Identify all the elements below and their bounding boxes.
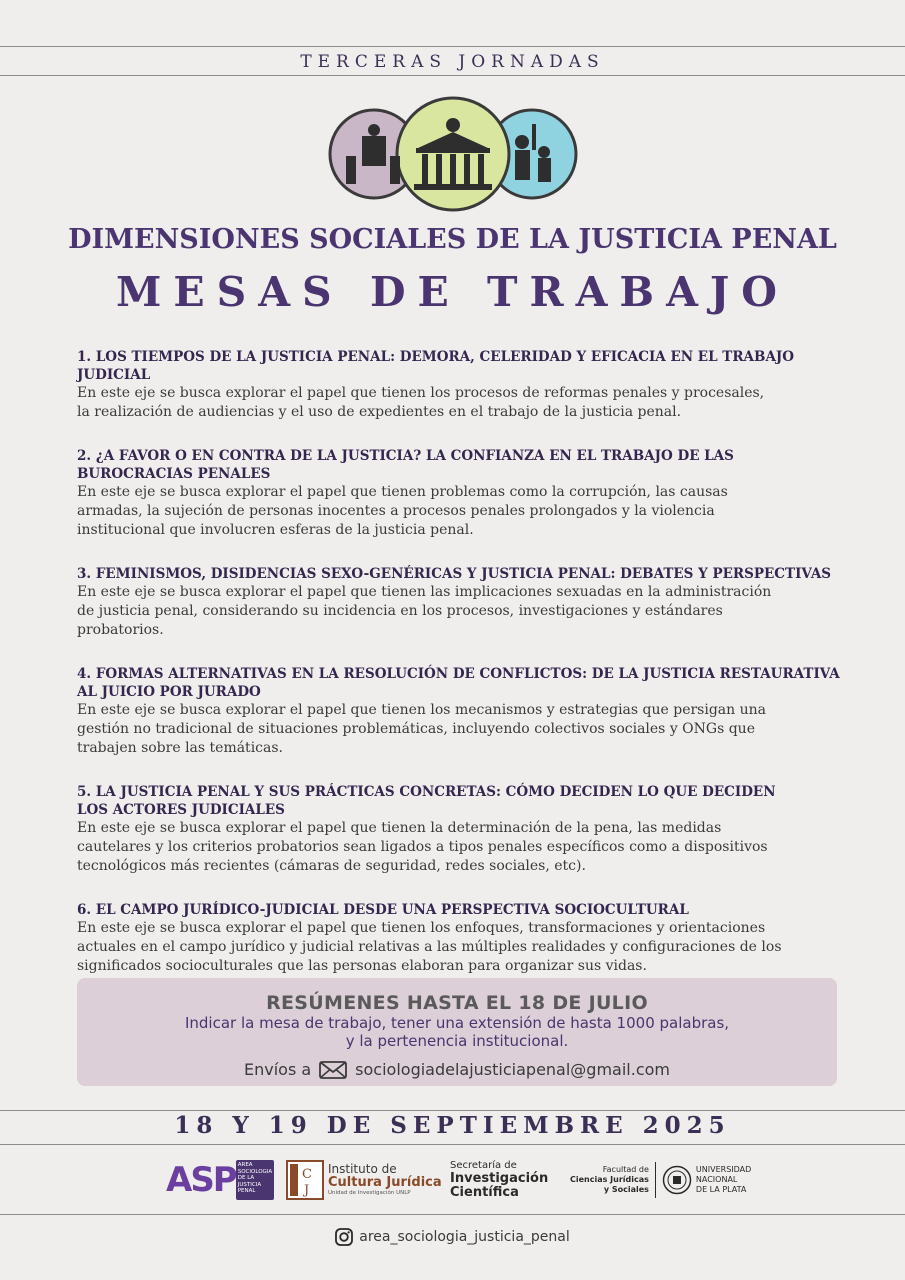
asp-mark: ASP [166,1160,236,1200]
icj-name-2: Cultura Jurídica [328,1175,442,1190]
axis-description: En este eje se busca explorar el papel que tienen los mecanismos y estrategias que persigan una gestión no tradicional de situaciones problemáticas, incluyendo colectivos sociales y ONGs que trabajen sobre las temáticas. [77,702,767,756]
sic-logo [450,1156,548,1204]
fcjs-unlp-logo [570,1156,751,1204]
top-rule-2 [0,75,905,76]
axis-title: 3. FEMINISMOS, DISIDENCIAS SEXO-GENÉRICAS Y JUSTICIA PENAL: DEBATES Y PERSPECTIVAS [77,566,832,582]
asp-text: AREA SOCIOLOGIA DE LA JUSTICIA PENAL [236,1160,274,1200]
working-tables-list [77,348,852,976]
fcjs-line-1: Facultad de [602,1165,649,1174]
sic-line-1: Secretaría de [450,1160,517,1171]
axis-item-4 [77,665,852,758]
axis-description: En este eje se busca explorar el papel que tienen los procesos de reformas penales y procesales, la realización de audiencias y el uso de expedientes en el trabajo de la justicia penal. [77,385,765,420]
axis-title: 2. ¿A FAVOR O EN CONTRA DE LA JUSTICIA? LA CONFIANZA EN EL TRABAJO DE LAS BUROCRACIAS PENALES [77,448,734,482]
unlp-line-1: UNIVERSIDAD [695,1165,752,1174]
submission-contact [77,1060,837,1079]
submission-info-box [77,978,837,1086]
contact-email-link[interactable]: sociologiadelajusticiapenal@gmail.com [355,1060,670,1079]
instagram-handle-link[interactable]: area_sociologia_justicia_penal [359,1229,570,1245]
logo-divider [655,1162,656,1198]
unlp-line-3: DE LA PLATA [695,1185,747,1194]
section-title: MESAS DE TRABAJO [116,268,789,316]
icj-logo [286,1156,442,1204]
fcjs-line-3: y Sociales [603,1185,649,1194]
submission-requirements-2: y la pertenencia institucional. [345,1032,569,1050]
sponsor-logos [160,1156,760,1204]
sic-line-3: Científica [450,1185,519,1200]
sic-line-2: Investigación [450,1171,549,1186]
date-rule-top [0,1110,905,1111]
submission-deadline: RESÚMENES HASTA EL 18 DE JULIO [266,992,648,1014]
contact-label: Envíos a [243,1060,312,1079]
icj-name-1: Instituto de [328,1162,397,1176]
envelope-icon [319,1061,347,1079]
axis-item-2 [77,447,852,540]
svg-text:C: C [302,1167,312,1182]
icj-sub: Unidad de Investigación UNLP [328,1190,411,1196]
axis-description: En este eje se busca explorar el papel que tienen las implicaciones sexuadas en la administración de justicia penal, considerando su incidencia en los procesos, investigaciones y estándares probatorios. [77,584,772,638]
icj-emblem-icon [286,1160,324,1200]
emblem-illustration [322,96,584,216]
top-rule-1 [0,46,905,47]
event-title: DIMENSIONES SOCIALES DE LA JUSTICIA PENAL [68,224,837,255]
unlp-seal-icon [662,1165,692,1195]
axis-item-6 [77,901,852,976]
footer-rule [0,1214,905,1215]
fcjs-line-2: Ciencias Jurídicas [570,1175,649,1184]
svg-text:J: J [304,1183,310,1198]
axis-title: 5. LA JUSTICIA PENAL Y SUS PRÁCTICAS CONCRETAS: CÓMO DECIDEN LO QUE DECIDEN LOS ACTORES JUDICIALES [77,784,776,818]
axis-title: 6. EL CAMPO JURÍDICO-JUDICIAL DESDE UNA PERSPECTIVA SOCIOCULTURAL [77,902,689,918]
instagram-icon[interactable] [335,1228,353,1246]
axis-description: En este eje se busca explorar el papel que tienen problemas como la corrupción, las causas armadas, la sujeción de personas inocentes a procesos penales prolongados y la violencia institucional que involucren esferas de la justicia penal. [77,484,728,538]
axis-item-5 [77,783,852,876]
axis-description: En este eje se busca explorar el papel que tienen la determinación de la pena, las medidas cautelares y los criterios probatorios sean ligados a tipos penales específicos como a dispositivos tecnológicos más recientes (cámaras de seguridad, redes sociales, etc). [77,820,768,874]
axis-item-1 [77,348,852,422]
event-edition-label: TERCERAS JORNADAS [300,52,605,72]
date-rule-bottom [0,1144,905,1145]
axis-description: En este eje se busca explorar el papel que tienen los enfoques, transformaciones y orientaciones actuales en el campo jurídico y judicial relativas a las múltiples realidades y configuraciones de los significados socioculturales que las personas elaboran para organizar sus vidas. [77,920,782,974]
asp-logo [166,1156,274,1204]
axis-item-3 [77,565,852,640]
unlp-line-2: NACIONAL [695,1175,738,1184]
event-date: 18 Y 19 DE SEPTIEMBRE 2025 [174,1112,731,1139]
submission-requirements-1: Indicar la mesa de trabajo, tener una extensión de hasta 1000 palabras, [184,1014,730,1032]
social-handle [0,1228,905,1246]
axis-title: 4. FORMAS ALTERNATIVAS EN LA RESOLUCIÓN DE CONFLICTOS: DE LA JUSTICIA RESTAURATIVA AL JUICIO POR JURADO [77,666,840,700]
axis-title: 1. LOS TIEMPOS DE LA JUSTICIA PENAL: DEMORA, CELERIDAD Y EFICACIA EN EL TRABAJO JUDICIAL [77,349,795,383]
